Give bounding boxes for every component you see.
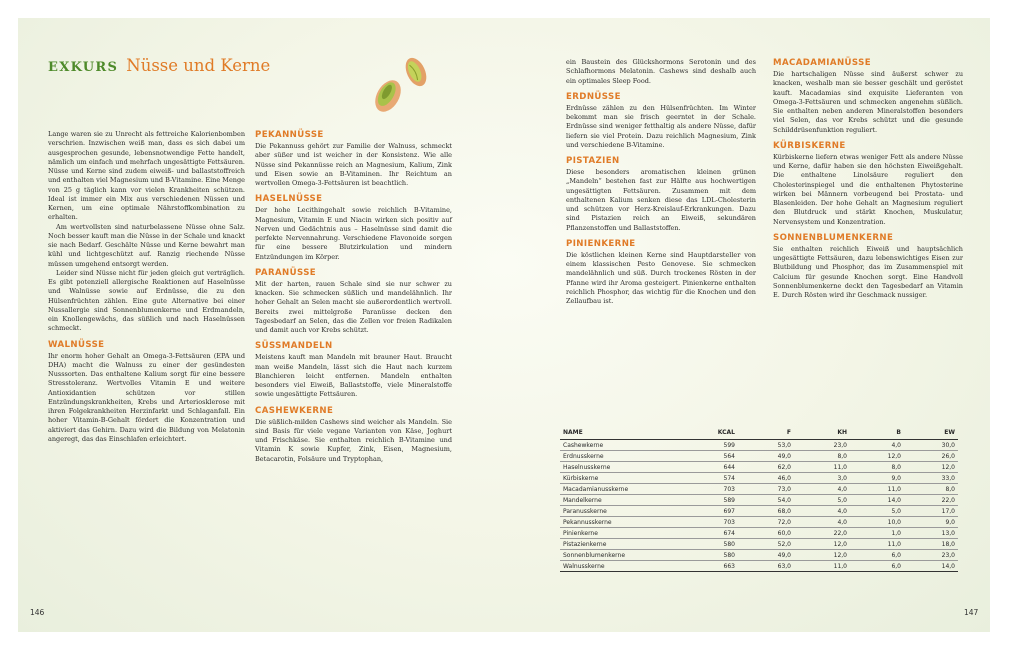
table-cell: 564 <box>686 451 738 462</box>
table-cell: 68,0 <box>738 506 794 517</box>
section-text-sonnenblumen: Sie enthalten reichlich Eiweiß und hauptsächlich ungesättigte Fettsäuren, dazu lebenswichtiges Eisen zur Blutbildung und Phosphor, das im Zusammenspiel mit Calcium für gesunde Knochen sorgt. Eine Handvoll Sonnenblumenkerne deckt den Tagesbedarf an Vitamin E. Durch Rösten wird ihr Geschmack nussiger. <box>773 244 963 299</box>
table-cell: 6,0 <box>850 550 904 561</box>
section-text-cashewkerne: Die süßlich-milden Cashews sind weicher als Mandeln. Sie sind Basis für viele vegane Varianten von Käse, Joghurt und Frischkäse. Sie enthalten reichlich B-Vitamine und Vitamin K sowie Kupfer, Zink, Eisen, Magnesium, Betacarotin, Folsäure und Tryptophan, <box>255 417 452 463</box>
section-text-erdnuesse: Erdnüsse zählen zu den Hülsenfrüchten. Im Winter bekommt man sie frisch geerntet in der Schale. Erdnüsse sind weniger fetthaltig als andere Nüsse, dafür liefern sie viel Protein. Dazu reichlich Magnesium, Zink und verschiedene B-Vitamine. <box>566 103 756 149</box>
table-cell: 580 <box>686 539 738 550</box>
column-header-name: NAME <box>560 426 686 440</box>
title-main: Nüsse und Kerne <box>126 56 271 75</box>
section-heading-cashewkerne: CASHEWKERNE <box>255 405 334 416</box>
table-cell: Paranusskerne <box>560 506 686 517</box>
column-header-kcal: KCAL <box>686 426 738 440</box>
table-row <box>560 528 958 539</box>
column-3 <box>566 58 756 306</box>
table-cell: Erdnusskerne <box>560 451 686 462</box>
table-cell: 8,0 <box>904 484 958 495</box>
table-cell: 73,0 <box>738 484 794 495</box>
section-text-kuerbis: Kürbiskerne liefern etwas weniger Fett als andere Nüsse und Kerne, dafür haben sie den höchsten Eiweißgehalt. Die enthaltene Linolsäure reguliert den Cholesterinspiegel und die enthaltenen Phytosterine wirken bei Männern vorbeugend bei Prostata- und Blasenleiden. Der hohe Gehalt an Magnesium reguliert den Blutdruck und stärkt Knochen, Muskulatur, Nervensystem und Konzentration. <box>773 152 963 226</box>
table-cell: 12,0 <box>850 451 904 462</box>
column-header-carbs: KH <box>794 426 850 440</box>
table-cell: 49,0 <box>738 550 794 561</box>
table-cell: 11,0 <box>794 462 850 473</box>
table-cell: 11,0 <box>794 561 850 572</box>
table-row <box>560 495 958 506</box>
table-cell: 3,0 <box>794 473 850 484</box>
table-row <box>560 539 958 550</box>
table-cell: 4,0 <box>794 517 850 528</box>
section-text-pinienkerne: Die köstlichen kleinen Kerne sind Hauptdarsteller von einem klassischen Pesto Genovese. Sie schmecken mandelähnlich und süß. Durch trockenes Rösten in der Pfanne wird ihr Aroma gesteigert. Pinienkerne enthalten reichlich Phosphor, das wichtig für die Knochen und den Zellaufbau ist. <box>566 250 756 305</box>
table-cell: 4,0 <box>794 506 850 517</box>
section-text-pistazien: Diese besonders aromatischen kleinen grünen „Mandeln“ bestehen fast zur Hälfte aus hochwertigen ungesättigten Fettsäuren. Zusammen mit dem enthaltenen Kalium senken diese das LDL-Cholesterin und schützen vor Herz-Kreislauf-Erkrankungen. Dazu sind Pistazien reich an Eiweiß, sekundären Pflanzenstoffen und Ballaststoffen. <box>566 168 756 232</box>
table-cell: 9,0 <box>850 473 904 484</box>
section-text-macadamia: Die hartschaligen Nüsse sind äußerst schwer zu knacken, weshalb man sie besser geschält und geröstet kauft. Macadamias sind exquisite Lieferanten von Omega-3-Fettsäuren und schmecken angenehm süßlich. Sie enthalten neben anderen Mineralstoffen besonders viel Selen, das vor Krebs schützt und die gesunde Schilddrüsenfunktion reguliert. <box>773 70 963 134</box>
intro-paragraph: Am wertvollsten sind naturbelassene Nüsse ohne Salz. Noch besser kauft man die Nüsse in der Schale und knackt sie nach Bedarf. Geschälte Nüsse und Kerne bewahrt man kühl und lichtgeschützt auf. Ranzig riechende Nüsse müssen umgehend entsorgt werden. <box>48 222 245 268</box>
table-cell: 4,0 <box>794 484 850 495</box>
table-cell: 6,0 <box>850 561 904 572</box>
table-cell: 63,0 <box>738 561 794 572</box>
table-cell: 12,0 <box>794 539 850 550</box>
column-header-protein: EW <box>904 426 958 440</box>
intro-paragraph: Lange waren sie zu Unrecht als fettreiche Kalorienbomben verschrien. Inzwischen weiß man, dass es sich dabei um ausgesprochen gesunde, lebensnotwendige Fette handelt, nämlich um einfach und mehrfach ungesättigte Fettsäuren. Nüsse und Kerne sind zudem eiweiß- und ballaststoffreich und enthalten viel Magnesium und B-Vitamine. Eine Menge von 25 g täglich kann vor vielen Krankheiten schützen. Ideal ist immer ein Mix aus verschiedenen Nüssen und Kernen, um eine optimale Nährstoffkombination zu erhalten. <box>48 130 245 222</box>
table-cell: 13,0 <box>904 528 958 539</box>
column-1 <box>48 130 245 444</box>
table-cell: Macadamianusskerne <box>560 484 686 495</box>
table-cell: 674 <box>686 528 738 539</box>
table-cell: 23,0 <box>904 550 958 561</box>
table-cell: 580 <box>686 550 738 561</box>
column-header-fat: F <box>738 426 794 440</box>
table-cell: Pinienkerne <box>560 528 686 539</box>
table-cell: 663 <box>686 561 738 572</box>
table-cell: Haselnusskerne <box>560 462 686 473</box>
page-title <box>48 56 270 75</box>
table-cell: 9,0 <box>904 517 958 528</box>
section-heading-pistazien: PISTAZIEN <box>566 156 620 166</box>
table-cell: Pekannusskerne <box>560 517 686 528</box>
table-row <box>560 473 958 484</box>
column-2 <box>255 130 452 464</box>
table-row <box>560 484 958 495</box>
table-row <box>560 561 958 572</box>
table-cell: 30,0 <box>904 440 958 451</box>
section-text-pekannuesse: Die Pekannuss gehört zur Familie der Walnuss, schmeckt aber süßer und ist weicher in der Konsistenz. Wie alle Nüsse sind Pekannüsse reich an Magnesium, Kalium, Zink und Eisen sowie an B-Vitaminen. Ihr Reichtum an wertvollen Omega-3-Fettsäuren ist beachtlich. <box>255 142 452 187</box>
table-cell: 33,0 <box>904 473 958 484</box>
section-heading-haselnuesse: HASELNÜSSE <box>255 194 323 205</box>
section-heading-suessmandeln: SÜSSMANDELN <box>255 341 333 352</box>
table-cell: Pistazienkerne <box>560 539 686 550</box>
table-cell: 5,0 <box>850 506 904 517</box>
page-number-right: 147 <box>964 608 979 617</box>
section-heading-macadamia: MACADAMIANÜSSE <box>773 58 871 68</box>
table-cell: 22,0 <box>904 495 958 506</box>
section-heading-sonnenblumen: SONNENBLUMENKERNE <box>773 232 894 243</box>
table-cell: 17,0 <box>904 506 958 517</box>
table-cell: 5,0 <box>794 495 850 506</box>
pistachio-icon <box>366 54 436 120</box>
section-text-cashew-continued: ein Baustein des Glückshormons Serotonin und des Schlafhormons Melatonin. Cashews sind deshalb auch ein optimales Sleep Food. <box>566 58 756 85</box>
table-cell: 599 <box>686 440 738 451</box>
table-row <box>560 506 958 517</box>
table-cell: 4,0 <box>850 440 904 451</box>
table-cell: Kürbiskerne <box>560 473 686 484</box>
table-cell: 11,0 <box>850 539 904 550</box>
table-row <box>560 462 958 473</box>
table-cell: Walnusskerne <box>560 561 686 572</box>
table-cell: 14,0 <box>850 495 904 506</box>
table-cell: 60,0 <box>738 528 794 539</box>
table-cell: 14,0 <box>904 561 958 572</box>
nutrition-table <box>560 426 958 572</box>
table-header-row <box>560 426 958 440</box>
table-cell: 49,0 <box>738 451 794 462</box>
table-cell: 54,0 <box>738 495 794 506</box>
table-cell: 8,0 <box>794 451 850 462</box>
table-cell: 644 <box>686 462 738 473</box>
intro-paragraph: Leider sind Nüsse nicht für jeden gleich gut verträglich. Es gibt potenziell allergische Reaktionen auf Haselnüsse und Walnüsse sowie auf Erdnüsse, die zu den Hülsenfrüchten zählen. Eine gute Alternative bei einer Nussallergie sind Sonnenblumenkerne und Erdmandeln, ein Knollengewächs, das süßlich und nach Haselnüssen schmeckt. <box>48 268 245 333</box>
table-cell: 46,0 <box>738 473 794 484</box>
column-header-fiber: B <box>850 426 904 440</box>
table-cell: 62,0 <box>738 462 794 473</box>
section-text-paranuesse: Mit der harten, rauen Schale sind sie nur schwer zu knacken. Sie schmecken süßlich und mandelähnlich. Ihr hoher Gehalt an Selen macht sie außerordentlich wertvoll. Bereits zwei mittelgroße Paranüsse decken den Tagesbedarf an Selen, das die Zellen vor freien Radikalen und damit auch vor Krebs schützt. <box>255 279 452 334</box>
section-text-walnuesse: Ihr enorm hoher Gehalt an Omega-3-Fettsäuren (EPA und DHA) macht die Walnuss zu einer der gesündesten Nusssorten. Das enthaltene Kalium sorgt für eine bessere Stresstoleranz. Wertvolles Vitamin E und weitere Antioxidantien schützen vor stillen Entzündungskrankheiten, Krebs und Arteriosklerose mit ihren Folgekrankheiten Herzinfarkt und Schlaganfall. Ein hoher Vitamin-B-Gehalt fördert die Konzentration und aktiviert das Gehirn. Dazu wird die Bildung von Melatonin angeregt, das das Einschlafen erleichtert. <box>48 351 245 443</box>
title-kicker: EXKURS <box>48 60 119 75</box>
table-cell: Sonnenblumenkerne <box>560 550 686 561</box>
table-cell: 703 <box>686 517 738 528</box>
table-cell: Mandelkerne <box>560 495 686 506</box>
book-spread <box>18 18 990 632</box>
table-cell: 53,0 <box>738 440 794 451</box>
table-cell: 574 <box>686 473 738 484</box>
table-row <box>560 517 958 528</box>
table-cell: 52,0 <box>738 539 794 550</box>
section-heading-pinienkerne: PINIENKERNE <box>566 238 636 249</box>
page-number-left: 146 <box>30 608 45 617</box>
section-heading-pekannuesse: PEKANNÜSSE <box>255 130 324 140</box>
table-cell: 697 <box>686 506 738 517</box>
table-cell: 12,0 <box>904 462 958 473</box>
section-heading-erdnuesse: ERDNÜSSE <box>566 91 621 102</box>
column-4 <box>773 58 963 300</box>
table-row <box>560 550 958 561</box>
section-heading-kuerbis: KÜRBISKERNE <box>773 140 846 151</box>
table-cell: 11,0 <box>850 484 904 495</box>
section-text-haselnuesse: Der hohe Lecithingehalt sowie reichlich B-Vitamine, Magnesium, Vitamin E und Niacin wirken sich positiv auf Nerven und Gedächtnis aus – Haselnüsse sind damit die perfekte Nervennahrung. Verschiedene Flavonoide sorgen für eine bessere Blutzirkulation und mindern Entzündungen im Körper. <box>255 206 452 261</box>
table-cell: Cashewkerne <box>560 440 686 451</box>
table-cell: 1,0 <box>850 528 904 539</box>
table-cell: 10,0 <box>850 517 904 528</box>
table-cell: 703 <box>686 484 738 495</box>
table-cell: 26,0 <box>904 451 958 462</box>
table-row <box>560 451 958 462</box>
table-cell: 23,0 <box>794 440 850 451</box>
section-text-suessmandeln: Meistens kauft man Mandeln mit brauner Haut. Braucht man weiße Mandeln, lässt sich die Haut nach kurzem Blanchieren leicht entfernen. Mandeln enthalten besonders viel Eiweiß, Ballaststoffe, viele Mineralstoffe sowie ungesättigte Fettsäuren. <box>255 353 452 399</box>
table-cell: 18,0 <box>904 539 958 550</box>
table-cell: 12,0 <box>794 550 850 561</box>
table-cell: 589 <box>686 495 738 506</box>
section-heading-walnuesse: WALNÜSSE <box>48 339 105 350</box>
table-cell: 22,0 <box>794 528 850 539</box>
table-cell: 8,0 <box>850 462 904 473</box>
table-row <box>560 440 958 451</box>
table-cell: 72,0 <box>738 517 794 528</box>
section-heading-paranuesse: PARANÜSSE <box>255 267 317 278</box>
